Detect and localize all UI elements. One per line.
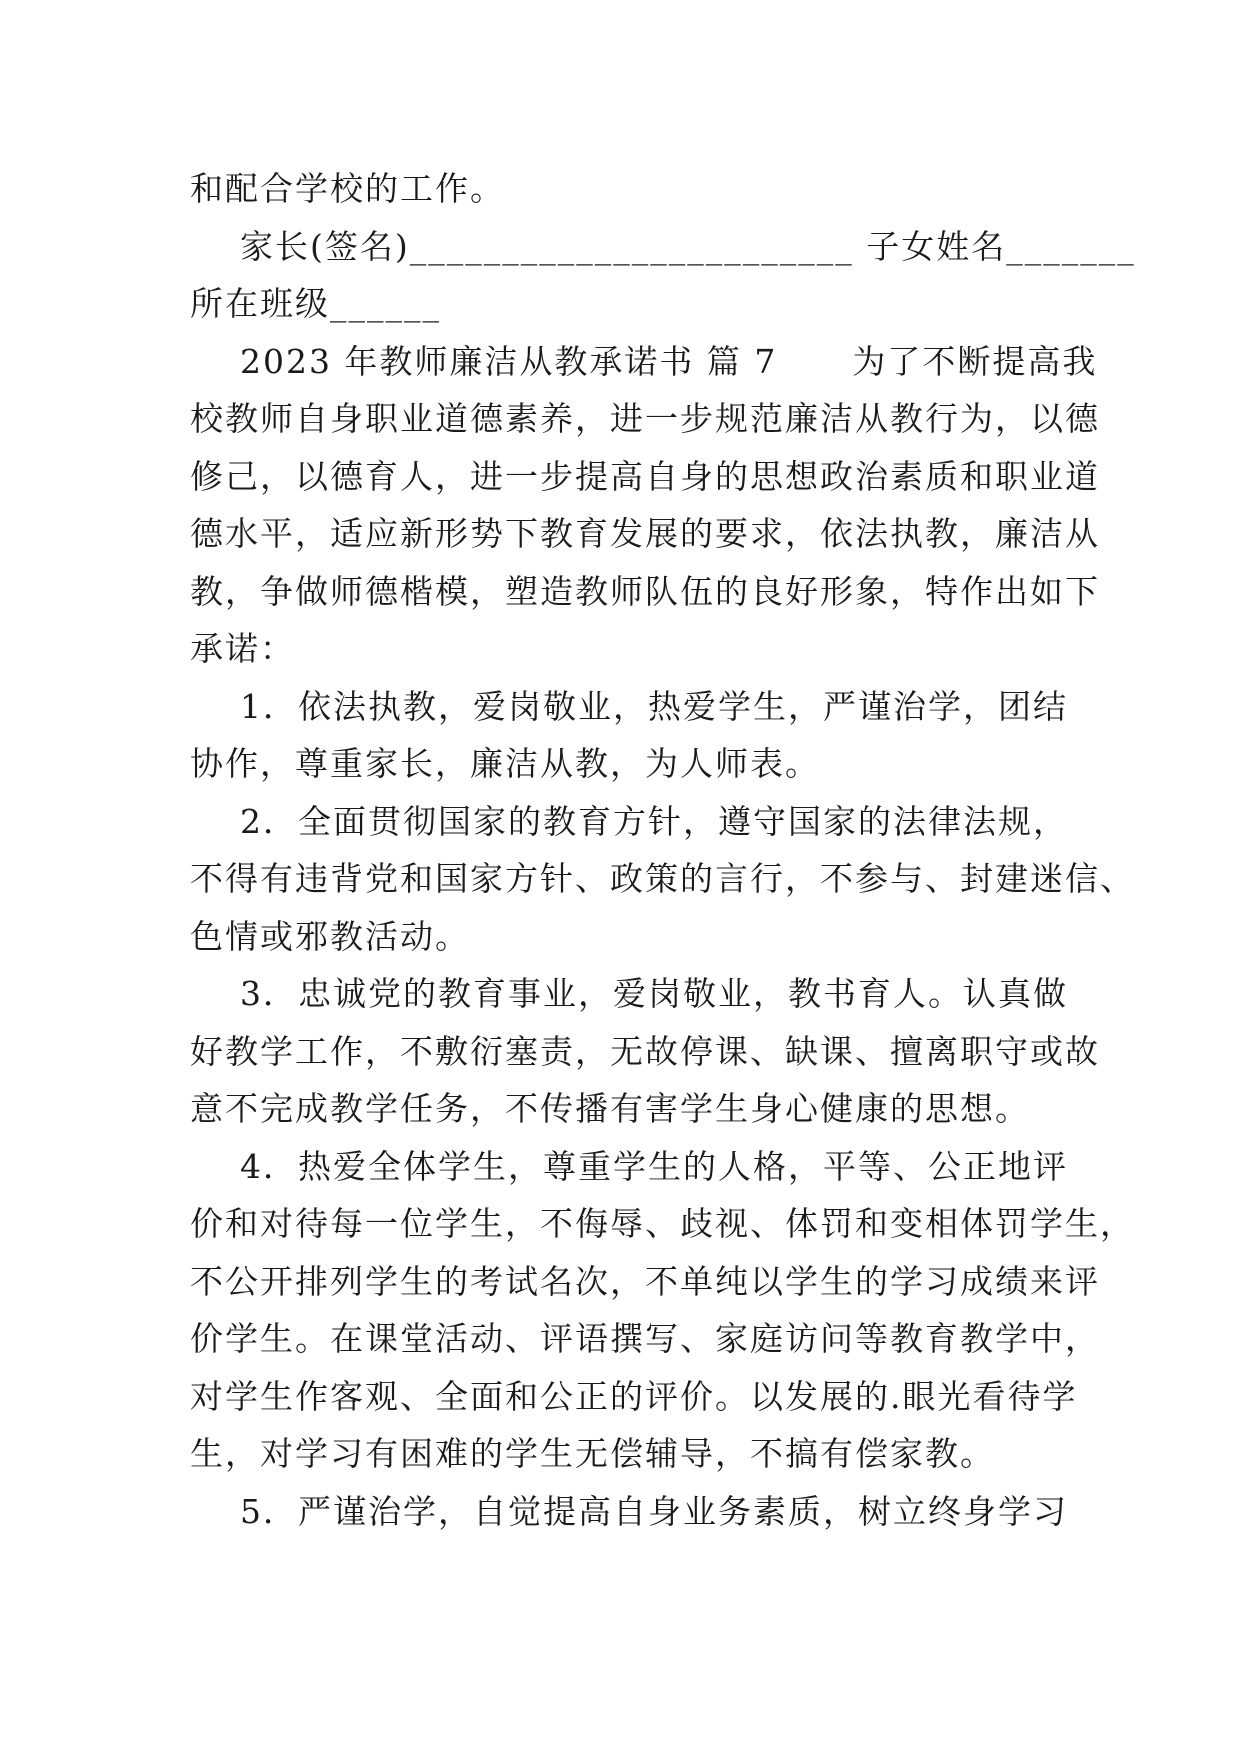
text-line: 不公开排列学生的考试名次，不单纯以学生的学习成绩来评 xyxy=(190,1261,1100,1301)
text-line: 2．全面贯彻国家的教育方针，遵守国家的法律法规， xyxy=(190,801,1068,841)
text-line: 承诺： xyxy=(190,629,295,668)
text-line: 好教学工作，不敷衍塞责，无故停课、缺课、擅离职守或故 xyxy=(190,1031,1100,1071)
text-line: 价学生。在课堂活动、评语撰写、家庭访问等教育教学中， xyxy=(190,1319,1100,1358)
text-line: 教，争做师德楷模，塑造教师队伍的良好形象，特作出如下 xyxy=(190,571,1100,611)
text-line: 修己，以德育人，进一步提高自身的思想政治素质和职业道 xyxy=(190,456,1100,496)
text-line: 4．热爱全体学生，尊重学生的人格，平等、公正地评 xyxy=(190,1146,1068,1186)
text-line: 不得有违背党和国家方针、政策的言行，不参与、封建迷信、 xyxy=(190,859,1135,898)
document-body xyxy=(190,160,1136,1540)
text-line: 所在班级______ xyxy=(190,284,441,323)
text-line: 和配合学校的工作。 xyxy=(190,169,505,208)
text-line: 家长(签名)________________________ 子女姓名_______ xyxy=(190,226,1136,266)
text-line: 意不完成教学任务，不传播有害学生身心健康的思想。 xyxy=(190,1089,1030,1128)
text-line: 5．严谨治学，自觉提高自身业务素质，树立终身学习 xyxy=(190,1491,1068,1531)
text-line: 协作，尊重家长，廉洁从教，为人师表。 xyxy=(190,744,820,783)
text-line: 2023 年教师廉洁从教承诺书 篇 7 为了不断提高我 xyxy=(190,341,1098,381)
text-line: 校教师自身职业道德素养，进一步规范廉洁从教行为，以德 xyxy=(190,399,1100,438)
text-line: 生，对学习有困难的学生无偿辅导，不搞有偿家教。 xyxy=(190,1434,995,1473)
text-line: 3．忠诚党的教育事业，爱岗敬业，教书育人。认真做 xyxy=(190,974,1068,1013)
text-line: 色情或邪教活动。 xyxy=(190,916,470,956)
text-line: 1．依法执教，爱岗敬业，热爱学生，严谨治学，团结 xyxy=(190,686,1068,726)
text-line: 德水平，适应新形势下教育发展的要求，依法执教，廉洁从 xyxy=(190,514,1100,553)
text-line: 对学生作客观、全面和公正的评价。以发展的.眼光看待学 xyxy=(190,1376,1078,1416)
text-line: 价和对待每一位学生，不侮辱、歧视、体罚和变相体罚学生， xyxy=(190,1204,1135,1243)
